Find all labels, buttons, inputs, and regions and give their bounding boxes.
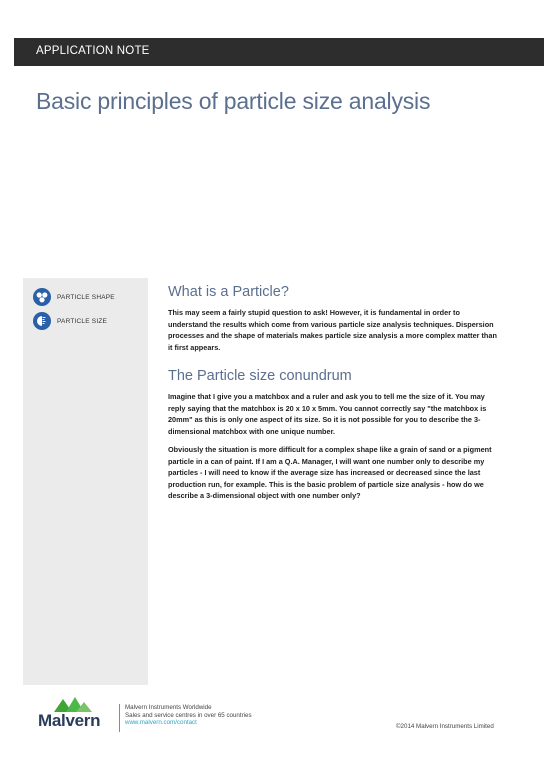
sidebar-item-label: PARTICLE SIZE bbox=[57, 317, 108, 325]
footer-contact-link[interactable]: www.malvern.com/contact bbox=[125, 719, 197, 727]
sidebar-item-particle-shape[interactable] bbox=[33, 288, 115, 306]
copyright-notice: ©2014 Malvern Instruments Limited bbox=[396, 723, 494, 730]
footer-contact-info bbox=[125, 704, 252, 727]
sidebar-item-particle-size[interactable] bbox=[33, 312, 107, 330]
malvern-logo bbox=[38, 697, 114, 733]
section-paragraph: Obviously the situation is more difficult for a complex shape like a grain of sand or a pigment particle in a can of paint. If I am a Q.A. Manager, I will want one number only to describe my particles - I will need to know if the average size has increased or decreased since the last production run, for example. This is the basic problem of particle size analysis - how do we describe a 3-dimensional object with one number only? bbox=[168, 445, 492, 500]
particle-shape-icon bbox=[33, 288, 51, 306]
footer-line-worldwide: Malvern Instruments Worldwide bbox=[125, 704, 212, 711]
particle-size-icon bbox=[33, 312, 51, 330]
logo-wordmark: Malvern bbox=[38, 711, 101, 730]
sidebar-item-label: PARTICLE SHAPE bbox=[57, 293, 115, 301]
page-title: Basic principles of particle size analysis bbox=[36, 88, 431, 114]
application-note-banner bbox=[14, 38, 544, 66]
footer-divider bbox=[119, 704, 120, 732]
section-paragraph: This may seem a fairly stupid question to ask! However, it is fundamental in order to understand the results which come from various particle size analysis techniques. Dispersion processes and the shape of materials makes particle size analysis a more complex matter than it first appears. bbox=[168, 308, 497, 352]
section-paragraph: Imagine that I give you a matchbox and a ruler and ask you to tell me the size of it. You may reply saying that the matchbox is 20 x 10 x 5mm. You cannot correctly say "the matchbox is 20mm" as this is only one aspect of its size. So it is not possible for you to describe the 3-dimensional matchbox with one unique number. bbox=[168, 392, 487, 436]
topic-sidebar bbox=[23, 278, 148, 685]
section-heading-particle-size-conundrum: The Particle size conundrum bbox=[168, 368, 352, 384]
footer-line-service: Sales and service centres in over 65 countries bbox=[125, 711, 252, 719]
section-heading-what-is-a-particle: What is a Particle? bbox=[168, 284, 289, 300]
banner-label: APPLICATION NOTE bbox=[36, 45, 150, 57]
